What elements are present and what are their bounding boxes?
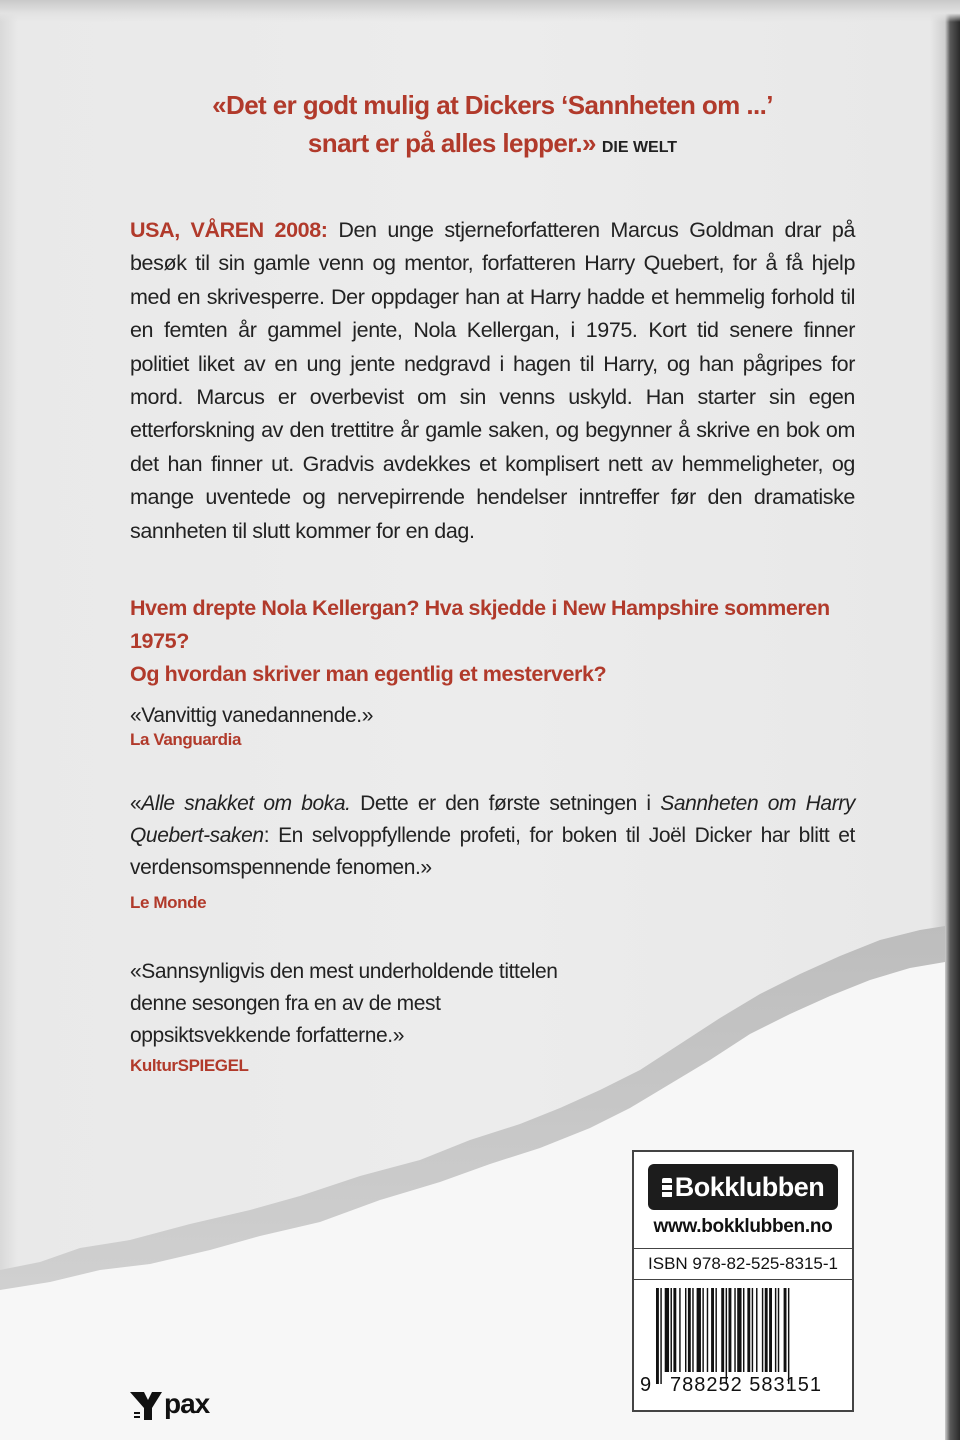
- pax-logo-text: pax: [164, 1388, 210, 1419]
- barcode-bar: [711, 1288, 714, 1372]
- review-2-end: : En selvoppfyllende profeti, for boken til Joël Dicker har blitt et verdensomspennende fenomen.»: [130, 824, 855, 879]
- review-2-italic-2: Sannheten om Harry Quebert-saken: [130, 792, 855, 847]
- barcode-bar: [671, 1288, 672, 1372]
- barcode-bar: [697, 1288, 701, 1372]
- barcode-bar: [726, 1288, 727, 1384]
- review-quote-3: «Sannsynligvis den mest underholdende tittelen denne sesongen fra en av de mest oppsiktsvekkende forfatterne.»: [130, 960, 558, 1047]
- barcode-bar: [660, 1288, 661, 1384]
- review-2-italic-1: Alle snakket om boka.: [141, 792, 351, 815]
- barcode-bar: [685, 1288, 686, 1372]
- top-quote-line-2: [130, 124, 855, 167]
- question-line-1: Hvem drepte Nola Kellergan? Hva skjedde i New Hampshire sommeren 1975?: [130, 596, 830, 653]
- review-source-2: Le Monde: [130, 893, 207, 912]
- barcode-bar: [784, 1288, 787, 1372]
- review-2-open: «: [130, 792, 142, 815]
- question-line-2: Og hvordan skriver man egentlig et mesterverk?: [130, 662, 607, 686]
- bokklubben-logo: [648, 1164, 838, 1210]
- review-source-1: La Vanguardia: [130, 730, 242, 749]
- barcode-bar: [734, 1288, 735, 1372]
- barcode-bar: [765, 1288, 768, 1372]
- review-quote-1: «Vanvittig vanedannende.»: [130, 704, 373, 727]
- barcode-bar: [707, 1288, 708, 1372]
- barcode-digits: 788252 583151: [669, 1374, 823, 1396]
- blurb-lead: USA, VÅREN 2008:: [130, 218, 328, 242]
- barcode-bar: [673, 1288, 676, 1372]
- barcode-bar: [715, 1288, 716, 1372]
- barcode-bar: [665, 1288, 669, 1372]
- pax-publisher-logo: [130, 1386, 240, 1422]
- barcode-bar: [656, 1288, 659, 1384]
- barcode-bar: [769, 1288, 772, 1372]
- bokklubben-barcode-box: [632, 1150, 854, 1412]
- barcode-bar: [788, 1288, 789, 1384]
- top-quote-line-1: «Det er godt mulig at Dickers ‘Sannheten om ...’: [212, 90, 773, 120]
- barcode-bar: [775, 1288, 776, 1372]
- barcode-lead-digit: 9: [640, 1374, 652, 1396]
- barcode-bar: [721, 1288, 724, 1372]
- barcode-bar: [747, 1288, 750, 1372]
- barcode-bar: [729, 1288, 732, 1372]
- bokklubben-url: www.bokklubben.no: [653, 1216, 833, 1237]
- bokklubben-mark-icon: [662, 1178, 672, 1198]
- barcode-bar: [756, 1288, 757, 1372]
- blurb-questions: [130, 592, 855, 691]
- barcode-bar: [752, 1288, 753, 1372]
- barcode-bar: [702, 1288, 703, 1372]
- top-quote-source: DIE WELT: [601, 139, 678, 156]
- isbn-label: ISBN 978-82-525-8315-1: [634, 1248, 852, 1280]
- review-source-3: KulturSPIEGEL: [130, 1056, 249, 1075]
- barcode-bar: [743, 1288, 744, 1372]
- blurb-text: Den unge stjerneforfatteren Marcus Goldman drar på besøk til sin gamle venn og mentor, forfatteren Harry Quebert, for å få hjelp med en skrivesperre. Der oppdager han at Harry hadde et hemmelig forhold til en femten år gammel jente, Nola Kellergan, i 1975. Kort tid senere finner politiet liket av en ung jente nedgravd i hagen til Harry, og han pågripes for mord. Marcus er overbevist om sin venns uskyld. Han starter sin egen etterforskning av den trettitre år gamle saken, og begynner å skrive en bok om det han finner ut. Gradvis avdekkes et komplisert nett av hemmeligheter, og mange uventede og nervepirrende hendelser inntreffer før den dramatiske sannheten til slutt kommer for en dag.: [130, 218, 855, 543]
- top-review-quote: [130, 86, 855, 167]
- barcode-bar: [778, 1288, 779, 1372]
- bokklubben-logo-text: Bokklubben: [674, 1172, 825, 1202]
- barcode-bar: [737, 1288, 741, 1372]
- barcode-bar: [688, 1288, 691, 1372]
- top-quote-line-2-text: snart er på alles lepper.»: [307, 128, 596, 158]
- review-2-mid: Dette er den første setningen i: [350, 792, 661, 815]
- book-blurb: [130, 214, 855, 548]
- barcode-bar: [679, 1288, 680, 1372]
- barcode-bar: [692, 1288, 693, 1372]
- barcode-graphic: [656, 1288, 836, 1384]
- review-quote-2: [130, 788, 855, 884]
- barcode-bar: [762, 1288, 763, 1372]
